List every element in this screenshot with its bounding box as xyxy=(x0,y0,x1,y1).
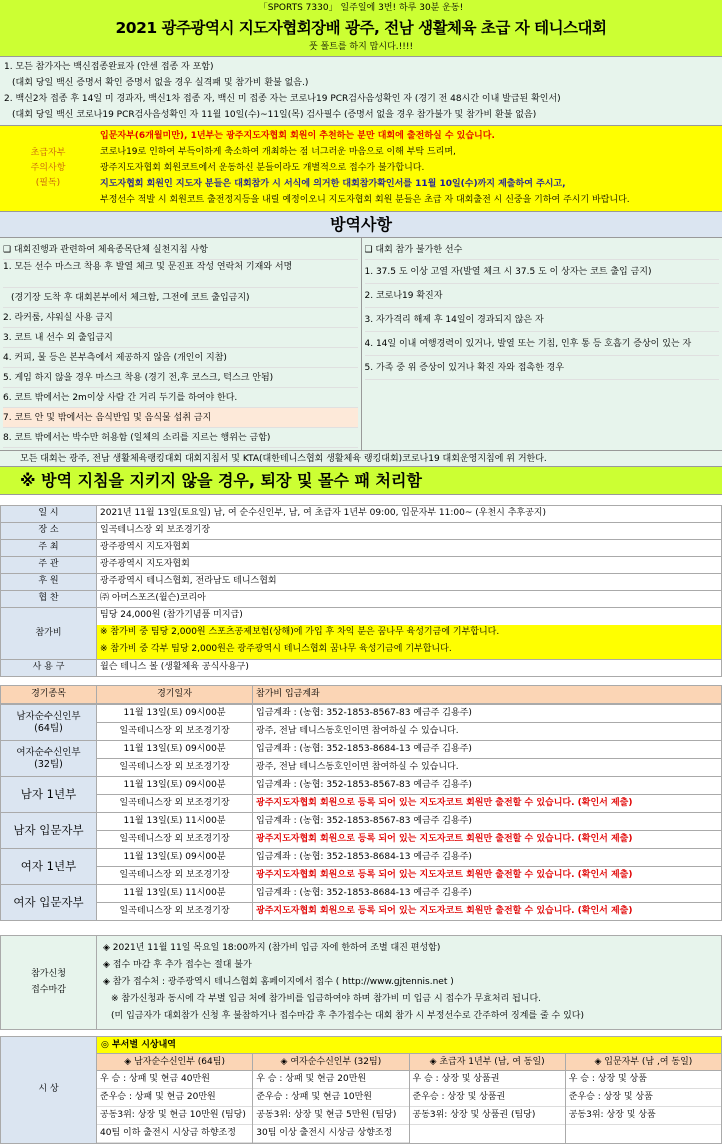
info-value: 2021년 11월 13일(토요일) 남, 여 순수신인부, 남, 여 초급자 1년부 09:00, 입문자부 11:00~ (우천시 추후공지) xyxy=(97,506,722,523)
table-row xyxy=(1,741,722,759)
event-account: 입금계좌 : (농협: 352-1853-8567-83 예금주 김용주) xyxy=(253,705,722,723)
registration-line: ◈ 2021년 11월 11일 목요일 18:00까지 (참가비 입금 자에 한하여 조별 대진 편성함) xyxy=(103,940,715,957)
award-category: ◈ 남자순수신인부 (64팀) xyxy=(97,1054,252,1071)
award-item: 준우승 : 상패 및 현금 20만원 xyxy=(97,1089,252,1107)
event-date: 11월 13일(토) 11시00분 xyxy=(97,885,253,903)
event-venue: 일곡테니스장 외 보조경기장 xyxy=(97,903,253,921)
prevention-item: 3. 코트 내 선수 외 출입금지 xyxy=(3,328,358,348)
event-note: 광주지도자협회 회원으로 등록 되어 있는 지도자코트 회원만 출전할 수 있습니다. (확인서 제출) xyxy=(253,867,722,885)
info-row xyxy=(1,540,722,557)
registration-line: ※ 참가신청과 동시에 각 부별 입금 처에 참가비를 입금하여야 하며 참가비 미 입금 시 접수가 무효처리 됩니다. xyxy=(103,991,715,1008)
event-name xyxy=(1,741,97,777)
info-row xyxy=(1,523,722,540)
table-row xyxy=(1,831,722,849)
event-date: 11월 13일(토) 09시00분 xyxy=(97,741,253,759)
table-row xyxy=(1,759,722,777)
slogan: 「SPORTS 7330」 일주일에 3번! 하루 30분 운동! xyxy=(0,0,722,14)
info-label: 후 원 xyxy=(1,574,97,591)
info-label: 장 소 xyxy=(1,523,97,540)
awards-box xyxy=(0,1036,722,1144)
table-row xyxy=(1,795,722,813)
info-value: 광주광역시 지도자협회 xyxy=(97,540,722,557)
notice-line: 1. 모든 참가자는 백신접종완료자 (안센 접종 자 포함) xyxy=(4,59,718,75)
event-team-count: (64팀) xyxy=(34,723,63,734)
subtitle: 풋 폴트를 하지 맙시다.!!!! xyxy=(0,42,722,56)
warning-line: 코로나19로 인하여 부득이하게 축소하여 개최하는 점 너그러운 마음으로 이해 부탁 드리며, xyxy=(100,144,718,160)
prevention-item: 6. 코트 밖에서는 2m이상 사람 간 거리 두기를 하여야 한다. xyxy=(3,388,358,408)
prevention-rules xyxy=(0,238,361,450)
event-account: 입금계좌 : (농협: 352-1853-8684-13 예금주 김용주) xyxy=(253,849,722,867)
event-team-count: (32팀) xyxy=(34,759,63,770)
registration-line: ◈ 접수 마감 후 추가 접수는 절대 불가 xyxy=(103,957,715,974)
event-info-table xyxy=(0,505,722,677)
event-account: 입금계좌 : (농협: 352-1853-8567-83 예금주 김용주) xyxy=(253,777,722,795)
award-item: 준우승 : 상장 및 상품 xyxy=(566,1089,721,1107)
award-item: 준우승 : 상패 및 현금 10만원 xyxy=(253,1089,408,1107)
event-name xyxy=(1,885,97,921)
prevention-item: 2. 라커룸, 샤워실 사용 금지 xyxy=(3,308,358,328)
table-row xyxy=(1,813,722,831)
table-row xyxy=(1,723,722,741)
event-venue: 일곡테니스장 외 보조경기장 xyxy=(97,867,253,885)
award-category: ◈ 초급자 1년부 (남, 여 동일) xyxy=(410,1054,565,1071)
info-value: 광주광역시 테니스협회, 전라남도 테니스협회 xyxy=(97,574,722,591)
header-cell: 경기종목 xyxy=(1,686,97,704)
prevention-item: 7. 코트 안 및 밖에서는 음식반입 및 음식물 섭취 금지 xyxy=(3,408,358,428)
info-value: ㈜ 아머스포즈(윌슨)코리아 xyxy=(97,591,722,608)
info-value: 윌슨 테니스 볼 (생활체육 공식사용구) xyxy=(97,660,722,677)
registration-line xyxy=(103,974,715,991)
table-row xyxy=(1,903,722,921)
registration-link-line[interactable]: ◈ 참가 접수처 : 광주광역시 테니스협회 홈페이지에서 접수 ( http://www.gjtennis.net ) xyxy=(103,977,454,987)
ineligible-item: 3. 자가격리 해제 후 14일이 경과되지 않은 자 xyxy=(365,308,720,332)
table-row xyxy=(1,777,722,795)
ineligible-item: 2. 코로나19 확진자 xyxy=(365,284,720,308)
warning-label-line: 주의사항 xyxy=(0,163,96,174)
award-category: ◈ 여자순수신인부 (32팀) xyxy=(253,1054,408,1071)
table-row xyxy=(1,867,722,885)
event-name-label: 남자순수신인부 xyxy=(16,711,80,722)
event-venue: 일곡테니스장 외 보조경기장 xyxy=(97,795,253,813)
fee-line: 팀당 24,000원 (참가기념품 미지급) xyxy=(97,608,721,625)
registration-label xyxy=(1,936,97,1029)
prevention-item: 4. 커피, 물 등은 본부측에서 제공하지 않음 (개인이 지참) xyxy=(3,348,358,368)
info-label: 주 관 xyxy=(1,557,97,574)
ineligible-list xyxy=(361,238,722,450)
ineligible-item: 5. 가족 중 위 증상이 있거나 확진 자와 접촉한 경우 xyxy=(365,356,720,380)
prevention-item: 8. 코트 밖에서는 박수만 허용함 (일체의 소리를 지르는 행위는 금함) xyxy=(3,428,358,448)
header-cell: 참가비 입금계좌 xyxy=(253,686,722,704)
event-name xyxy=(1,849,97,885)
event-name-label: 여자 입문자부 xyxy=(13,895,83,909)
warning-label-line: 초급자부 xyxy=(0,148,96,159)
info-row xyxy=(1,557,722,574)
event-schedule-table xyxy=(0,685,722,704)
event-note: 광주, 전남 테니스동호인이면 참여하실 수 있습니다. xyxy=(253,723,722,741)
event-name-label: 남자 1년부 xyxy=(21,787,76,801)
event-name xyxy=(1,777,97,813)
award-category: ◈ 입문자부 (남 ,여 동일) xyxy=(566,1054,721,1071)
ineligible-title: ❑ 대회 참가 불가한 선수 xyxy=(365,240,720,260)
info-row xyxy=(1,660,722,677)
event-note: 광주, 전남 테니스동호인이면 참여하실 수 있습니다. xyxy=(253,759,722,777)
event-note: 광주지도자협회 회원으로 등록 되어 있는 지도자코트 회원만 출전할 수 있습니다. (확인서 제출) xyxy=(253,795,722,813)
prevention-item: 5. 게임 하지 않을 경우 마스크 착용 (경기 전,후 코스크, 턱스크 안됨) xyxy=(3,368,358,388)
ineligible-item: 4. 14일 이내 여행경력이 있거나, 발열 또는 기침, 인후 통 등 호흡기 증상이 있는 자 xyxy=(365,332,720,356)
prevention-item: (경기장 도착 후 대회본부에서 체크함, 그전에 코트 출입금지) xyxy=(3,288,358,308)
award-column xyxy=(97,1054,253,1143)
awards-label: 시 상 xyxy=(1,1037,97,1143)
event-venue: 일곡테니스장 외 보조경기장 xyxy=(97,831,253,849)
info-value: 광주광역시 지도자협회 xyxy=(97,557,722,574)
event-note: 광주지도자협회 회원으로 등록 되어 있는 지도자코트 회원만 출전할 수 있습니다. (확인서 제출) xyxy=(253,903,722,921)
award-item: 우 승 : 상장 및 상품권 xyxy=(410,1071,565,1089)
table-row xyxy=(1,705,722,723)
notice-line: (대회 당일 백신 증명서 확인 증명서 없을 경우 실격패 및 참가비 환불 없음.) xyxy=(4,75,718,91)
prevention-section xyxy=(0,238,722,451)
event-name xyxy=(1,813,97,849)
warning-box xyxy=(0,126,722,212)
award-item: 공동3위: 상장 및 현금 10만원 (팀당) xyxy=(97,1107,252,1125)
info-label: 사 용 구 xyxy=(1,660,97,677)
table-header xyxy=(1,686,722,704)
registration-label-line: 접수마감 xyxy=(31,985,66,996)
event-date: 11월 13일(토) 09시00분 xyxy=(97,705,253,723)
registration-body xyxy=(97,936,721,1029)
fee-row xyxy=(1,608,722,660)
info-label: 일 시 xyxy=(1,506,97,523)
award-item: 공동3위: 상장 및 현금 5만원 (팀당) xyxy=(253,1107,408,1125)
event-note: 광주지도자협회 회원으로 등록 되어 있는 지도자코트 회원만 출전할 수 있습니다. (확인서 제출) xyxy=(253,831,722,849)
award-item: 40팀 이하 출전시 시상금 하향조정 xyxy=(97,1125,252,1143)
info-row xyxy=(1,591,722,608)
fee-label: 참가비 xyxy=(1,608,97,660)
event-rows xyxy=(0,704,722,921)
warning-line: 입문자부(6개월미만), 1년부는 광주지도자협회 회원이 추천하는 분만 대회에 출전하실 수 있습니다. xyxy=(100,128,718,144)
event-name-label: 남자 입문자부 xyxy=(13,823,83,837)
awards-body xyxy=(97,1037,721,1143)
warning-label xyxy=(0,126,96,211)
table-row xyxy=(1,849,722,867)
award-column xyxy=(566,1054,721,1143)
award-item: 공동3위: 상장 및 상품권 (팀당) xyxy=(410,1107,565,1125)
awards-columns xyxy=(97,1054,721,1143)
award-item: 우 승 : 상장 및 상품 xyxy=(566,1071,721,1089)
award-item: 우 승 : 상패 및 현금 40만원 xyxy=(97,1071,252,1089)
event-name-label: 여자 1년부 xyxy=(21,859,76,873)
info-row xyxy=(1,574,722,591)
vaccine-notices xyxy=(0,57,722,126)
prevention-footnote: 모든 대회는 광주, 전남 생활체육랭킹대회 대회지침서 및 KTA(대한테니스협회 생활체육 랭킹대회)코로나19 대회운영지침에 위 거한다. xyxy=(0,451,722,467)
event-date: 11월 13일(토) 09시00분 xyxy=(97,777,253,795)
info-label: 주 최 xyxy=(1,540,97,557)
prevention-title: ❑ 대회진행과 관련하여 체육종목단체 실천지침 사항 xyxy=(3,240,358,260)
header-cell: 경기일자 xyxy=(97,686,253,704)
prevention-item: 1. 모든 선수 마스크 착용 후 발열 체크 및 문진표 작성 연락처 기재와 서명 xyxy=(3,260,358,288)
registration-box xyxy=(0,935,722,1030)
warning-label-line: (필독) xyxy=(0,178,96,189)
event-venue: 일곡테니스장 외 보조경기장 xyxy=(97,759,253,777)
awards-heading: ◎ 부서별 시상내역 xyxy=(97,1037,721,1054)
info-row xyxy=(1,506,722,523)
info-value: 일곡테니스장 외 보조경기장 xyxy=(97,523,722,540)
penalty-alert: ※ 방역 지침을 지키지 않을 경우, 퇴장 및 몰수 패 처리함 xyxy=(0,467,722,495)
award-item: 공동3위: 상장 및 상품 xyxy=(566,1107,721,1125)
event-date: 11월 13일(토) 09시00분 xyxy=(97,849,253,867)
fee-details xyxy=(97,608,722,660)
award-item: 우 승 : 상패 및 현금 20만원 xyxy=(253,1071,408,1089)
warning-line: 지도자협회 회원인 지도자 분들은 대회참가 시 서식에 의거한 대회참가확인서를 11월 10일(수)까지 제출하여 주시고, xyxy=(100,176,718,192)
event-account: 입금계좌 : (농협: 352-1853-8684-13 예금주 김용주) xyxy=(253,741,722,759)
event-account: 입금계좌 : (농협: 352-1853-8684-13 예금주 김용주) xyxy=(253,885,722,903)
event-account: 입금계좌 : (농협: 352-1853-8567-83 예금주 김용주) xyxy=(253,813,722,831)
fee-line: ※ 참가비 중 팀당 2,000원 스포츠공제보험(상해)에 가입 후 차익 분은 꿈나무 육성기금에 기부합니다. xyxy=(97,625,721,642)
award-item: 30팀 이상 출전시 시상금 상향조정 xyxy=(253,1125,408,1143)
award-column xyxy=(253,1054,409,1143)
notice-line: 2. 백신2차 접종 후 14일 미 경과자, 백신1차 접종 자, 백신 미 접종 자는 코로나19 PCR검사음성확인 자 (경기 전 48시간 이내 발급된 확인서) xyxy=(4,91,718,107)
award-column xyxy=(410,1054,566,1143)
registration-label-line: 참가신청 xyxy=(31,969,66,980)
event-name-label: 여자순수신인부 xyxy=(16,747,80,758)
page-title: 2021 광주광역시 지도자협회장배 광주, 전남 생활체육 초급 자 테니스대회 xyxy=(0,14,722,42)
notice-line: (대회 당일 백신 코로나19 PCR검사음성확인 자 11월 10일(수)~11일(목) 검사필수 (증명서 없을 경우 참가불가 및 참가비 환불 없음) xyxy=(4,107,718,123)
registration-line: (미 입금자가 대회참가 신청 후 불참하거나 접수마감 후 추가접수는 대회 참가 시 부정선수로 간주하여 징계를 줄 수 있다) xyxy=(103,1008,715,1025)
event-name xyxy=(1,705,97,741)
event-venue: 일곡테니스장 외 보조경기장 xyxy=(97,723,253,741)
title-banner xyxy=(0,0,722,57)
prevention-heading: 방역사항 xyxy=(0,212,722,238)
warning-text xyxy=(96,126,722,211)
ineligible-item: 1. 37.5 도 이상 고열 자(발열 체크 시 37.5 도 이 상자는 코트 출입 금지) xyxy=(365,260,720,284)
warning-line: 부정선수 적발 시 회원코트 출전정지등을 내릴 예정이오니 지도자협회 회원 분들은 초급 자 대회출전 시 신중을 기하여 주시기 바랍니다. xyxy=(100,192,718,208)
table-row xyxy=(1,885,722,903)
info-label: 협 찬 xyxy=(1,591,97,608)
award-item: 준우승 : 상장 및 상품권 xyxy=(410,1089,565,1107)
event-date: 11월 13일(토) 11시00분 xyxy=(97,813,253,831)
fee-line: ※ 참가비 중 각부 팀당 2,000원은 광주광역시 테니스협회 꿈나무 육성기금에 기부합니다. xyxy=(97,642,721,659)
warning-line: 광주지도자협회 회원코트에서 운동하신 분들이라도 개별적으로 접수가 불가합니다. xyxy=(100,160,718,176)
